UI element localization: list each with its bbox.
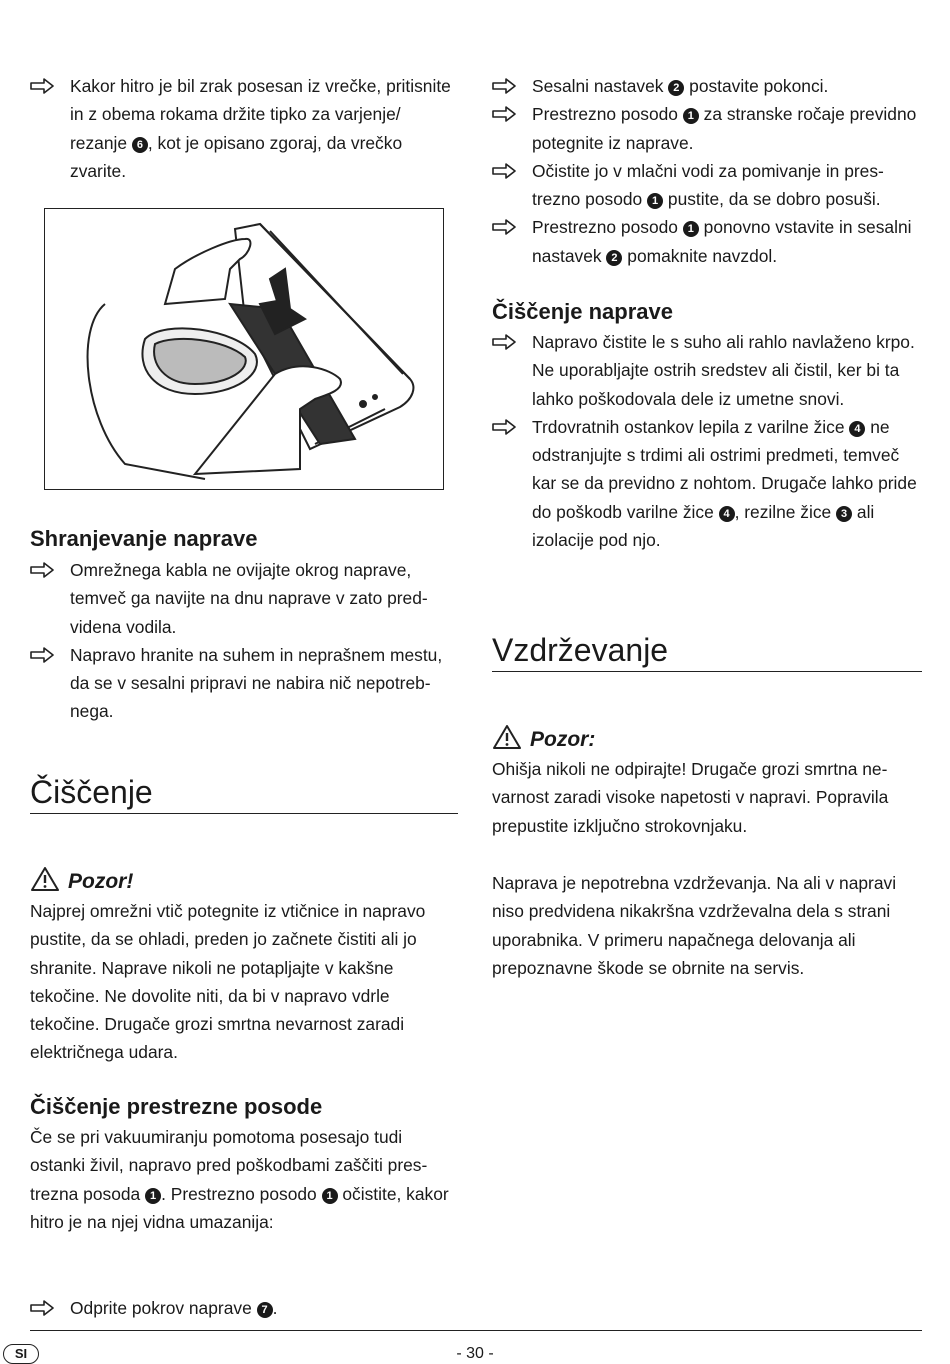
arrow-right-icon <box>30 78 54 94</box>
arrow-right-icon <box>30 647 54 663</box>
list-item: Prestrezno posodo 1 za stranske ročaje previdno potegnite iz naprave. <box>492 100 922 157</box>
list-item: Napravo čistite le s suho ali rahlo navlaženo krpo. Ne uporabljajte ostrih sredstev ali čistil, ker bi ta lahko poškodovala dele iz umetne snovi. <box>492 328 922 413</box>
page-number: - 30 - <box>456 1345 494 1362</box>
reference-number-badge: 1 <box>322 1188 338 1204</box>
warning-label: Pozor: <box>492 724 595 754</box>
reference-number-badge: 6 <box>132 137 148 153</box>
list-item: Trdovratnih ostankov lepila z varilne žice 4 ne odstranjujte s trdimi ali ostrimi predmeti, temveč kar se da previdno z nohtom. Drugače lahko pride do poškodb varilne žice 4 , rezilne žice 3 ali izolacije pod njo. <box>492 413 922 554</box>
reference-number-badge: 4 <box>719 506 735 522</box>
list-item: Odprite pokrov naprave 7 . <box>30 1294 458 1322</box>
list-item: Očistite jo v mlačni vodi za pomivanje in prestrezno posodo 1 pustite, da se dobro posuši. <box>492 157 922 214</box>
illustration-sealing-hands <box>44 208 444 490</box>
footer-divider <box>30 1330 922 1331</box>
warning-triangle-icon <box>492 724 522 750</box>
arrow-right-icon <box>30 1300 54 1316</box>
list-item: Sesalni nastavek 2 postavite pokonci. <box>492 72 922 100</box>
maintenance-title: Vzdrževanje <box>492 632 669 668</box>
reference-number-badge: 2 <box>606 250 622 266</box>
list-item: Napravo hranite na suhem in neprašnem mestu, da se v sesalni pripravi ne nabira nič nepotrebnega. <box>30 641 458 726</box>
bullet-open-lid <box>30 1294 458 1322</box>
warning-triangle-icon <box>30 866 60 892</box>
reference-number-badge: 7 <box>257 1302 273 1318</box>
container-steps-list <box>492 72 922 270</box>
arrow-right-icon <box>30 562 54 578</box>
arrow-right-icon <box>492 78 516 94</box>
warning-text: Najprej omrežni vtič potegnite iz vtičnice in napravo pustite, da se ohladi, preden jo začnete čistiti ali jo shranite. Naprave nikoli ne potapljajte v kakšne tekočine. Ne dovolite niti, da bi v napravo vdrle tekočine. Drugače grozi smrtna nevarnost zaradi električnega udara. <box>30 901 426 1063</box>
reference-number-badge: 1 <box>683 108 699 124</box>
language-badge: SI <box>3 1344 39 1364</box>
section-divider <box>30 813 458 814</box>
reference-number-badge: 1 <box>647 193 663 209</box>
arrow-right-icon <box>492 219 516 235</box>
arrow-right-icon <box>492 106 516 122</box>
cleaning-title: Čiščenje <box>30 774 153 810</box>
arrow-right-icon <box>492 419 516 435</box>
reference-number-badge: 4 <box>849 421 865 437</box>
reference-number-badge: 1 <box>683 221 699 237</box>
reference-number-badge: 2 <box>668 80 684 96</box>
maintenance-text: Naprava je nepotrebna vzdrževanja. Na ali v napravi niso predvidena nikakršna vzdrževalna dela s strani uporabnika. V primeru napačnega delovanja ali prepoznavne škode se obrnite na servis. <box>492 873 897 978</box>
list-item: Kakor hitro je bil zrak posesan iz vrečke, pritisnite in z obema rokama držite tipko za varjenje/ rezanje 6 , kot je opisano zgoraj, da vrečko zvarite. <box>30 72 458 185</box>
reference-number-badge: 1 <box>145 1188 161 1204</box>
storage-list <box>30 556 458 726</box>
storage-heading: Shranjevanje naprave <box>30 526 258 551</box>
device-cleaning-list <box>492 328 922 554</box>
section-divider <box>492 671 922 672</box>
list-item: Omrežnega kabla ne ovijajte okrog naprave, temveč ga navijte na dnu naprave v zato predvidena vodila. <box>30 556 458 641</box>
arrow-right-icon <box>492 334 516 350</box>
container-heading: Čiščenje prestrezne posode <box>30 1094 323 1119</box>
bullet-seal-instruction <box>30 72 458 185</box>
device-illustration <box>45 209 443 489</box>
warning-label: Pozor! <box>30 866 133 896</box>
arrow-right-icon <box>492 163 516 179</box>
reference-number-badge: 3 <box>836 506 852 522</box>
warning-text: Ohišja nikoli ne odpirajte! Drugače grozi smrtna nevarnost zaradi visoke napetosti v napravi. Popravila prepustite izključno strokovnjaku. <box>492 759 889 836</box>
device-cleaning-heading: Čiščenje naprave <box>492 299 673 324</box>
list-item: Prestrezno posodo 1 ponovno vstavite in sesalni nastavek 2 pomaknite navzdol. <box>492 213 922 270</box>
container-text: Če se pri vakuumiranju pomotoma posesajo tudi ostanki živil, napravo pred poškodbami zaščiti prestrezna posoda 1 . Prestrezno posodo 1 očistite, kakor hitro je na njej vidna umazanija: <box>30 1127 449 1232</box>
